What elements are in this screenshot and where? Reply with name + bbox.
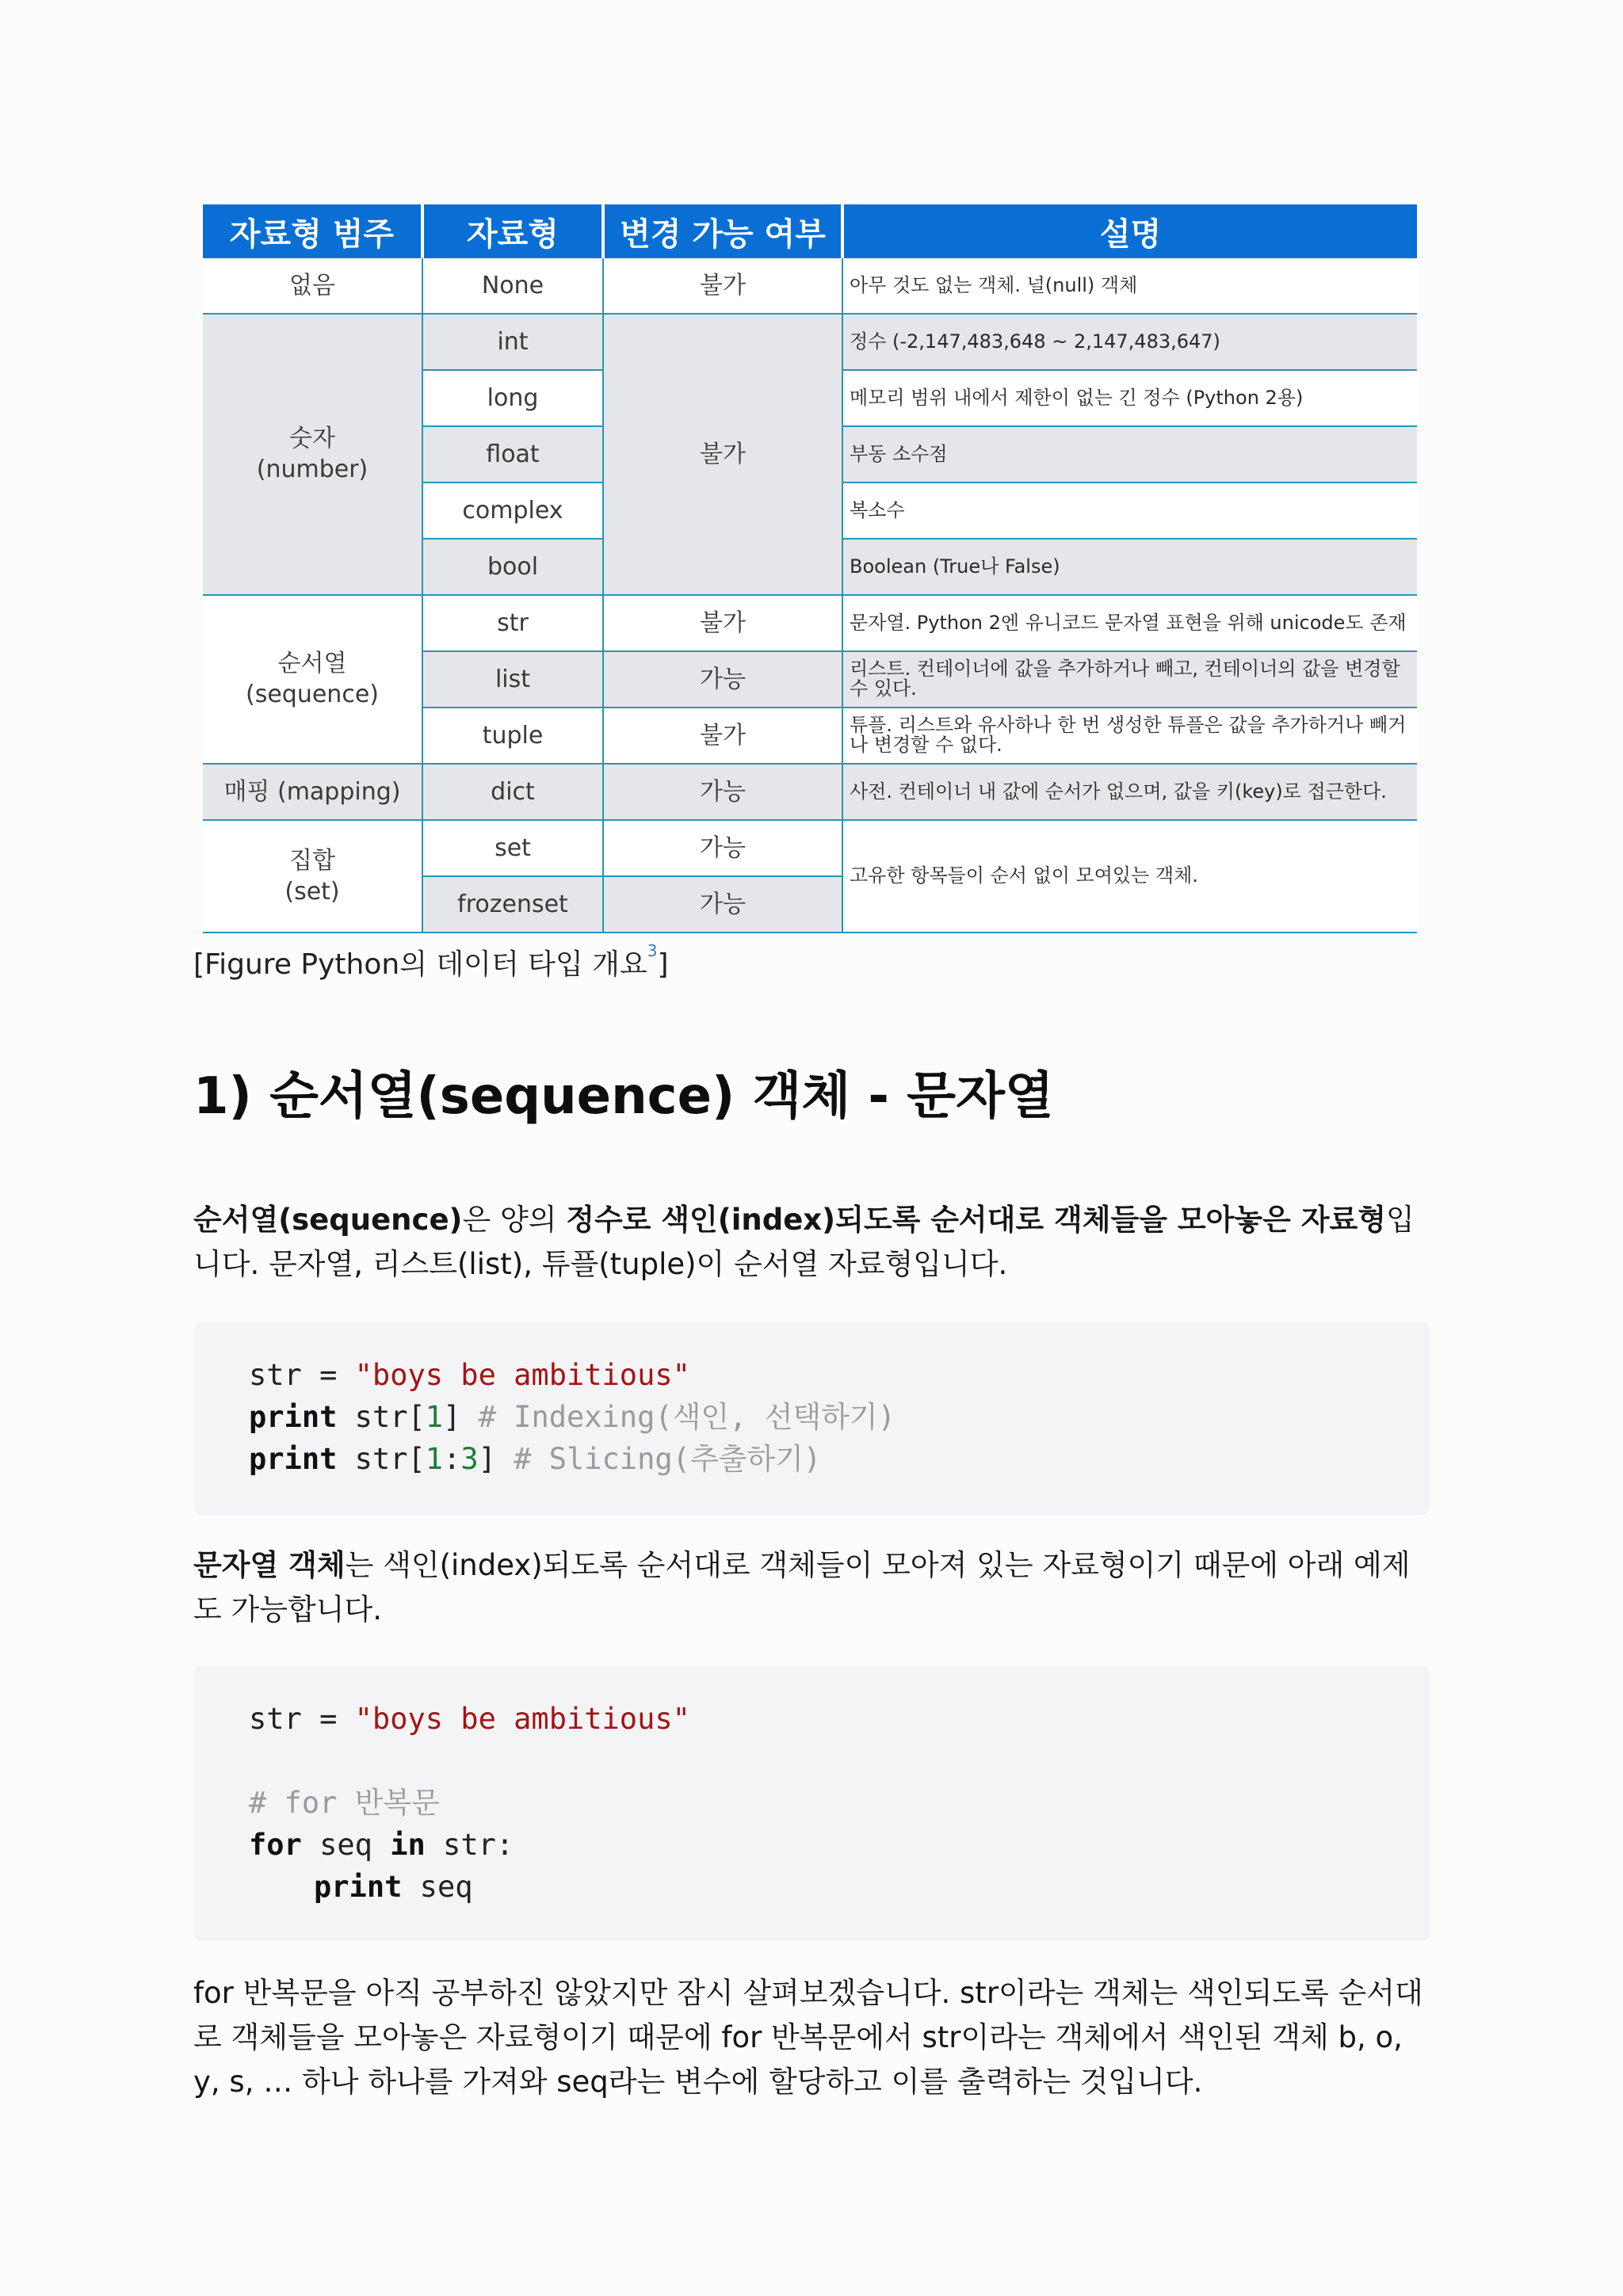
- mutability-cell: 불가: [603, 314, 842, 595]
- table-header-row: [203, 204, 1417, 258]
- caption-end: ]: [657, 948, 669, 981]
- header-category: 자료형 범주: [203, 204, 422, 258]
- type-cell: float: [422, 426, 603, 482]
- keyword: print: [249, 1442, 338, 1476]
- paragraph-sequence-intro: [193, 1198, 1430, 1287]
- code-text: str[: [337, 1400, 426, 1434]
- description-cell: Boolean (True나 False): [842, 539, 1417, 595]
- code-text: ]: [478, 1442, 514, 1476]
- code-line: [249, 1699, 690, 1740]
- header-description: 설명: [842, 204, 1417, 258]
- table-row: [203, 258, 1417, 314]
- type-cell: set: [422, 820, 603, 876]
- code-text: seq: [301, 1828, 391, 1862]
- paragraph-string-object: [193, 1543, 1430, 1632]
- table-row: [203, 820, 1417, 876]
- bold-term: 문자열 객체: [193, 1548, 346, 1582]
- mutability-cell: 불가: [603, 595, 842, 651]
- mutability-cell: 가능: [603, 820, 842, 876]
- description-cell: 리스트. 컨테이너에 값을 추가하거나 빼고, 컨테이너의 값을 변경할 수 있다.: [842, 651, 1417, 707]
- description-cell: 튜플. 리스트와 유사하나 한 번 생성한 튜플은 값을 추가하거나 빼거나 변경할 수 없다.: [842, 707, 1417, 764]
- code-line: [314, 1867, 473, 1908]
- code-comment: # Slicing(추출하기): [514, 1442, 822, 1476]
- python-data-types-table: [203, 204, 1417, 933]
- table-row: [203, 595, 1417, 651]
- description-cell: 아무 것도 없는 객체. 널(null) 객체: [842, 258, 1417, 314]
- text-run: 입니다. 문자열, 리스트(list), 튜플(tuple)이 순서열 자료형입니다.: [193, 1203, 1415, 1281]
- keyword: print: [314, 1870, 403, 1904]
- header-mutability: 변경 가능 여부: [603, 204, 842, 258]
- code-text: :: [443, 1442, 461, 1476]
- code-block-for-loop: [193, 1665, 1430, 1941]
- mutability-cell: 불가: [603, 707, 842, 764]
- number-literal: 3: [460, 1442, 479, 1476]
- code-line: [249, 1355, 690, 1396]
- type-cell: int: [422, 314, 603, 370]
- mutability-cell: 가능: [603, 651, 842, 707]
- string-literal: "boys be ambitious": [354, 1358, 690, 1392]
- code-text: str:: [425, 1828, 514, 1862]
- code-comment: # for 반복문: [249, 1786, 440, 1820]
- description-cell: 고유한 항목들이 순서 없이 모여있는 객체.: [842, 820, 1417, 933]
- code-line: [249, 1783, 440, 1824]
- table-row: [203, 314, 1417, 370]
- keyword: for: [249, 1828, 302, 1862]
- code-text: str =: [249, 1358, 355, 1392]
- description-cell: 정수 (-2,147,483,648 ~ 2,147,483,647): [842, 314, 1417, 370]
- mutability-cell: 가능: [603, 876, 842, 933]
- type-cell: None: [422, 258, 603, 314]
- code-line: [249, 1439, 821, 1480]
- category-cell: 숫자 (number): [203, 314, 422, 595]
- text-run: 는 색인(index)되도록 순서대로 객체들이 모아져 있는 자료형이기 때문에 아래 예제도 가능합니다.: [193, 1548, 1411, 1627]
- code-block-indexing: [193, 1322, 1430, 1515]
- category-cell: 매핑 (mapping): [203, 764, 422, 820]
- keyword: in: [390, 1828, 426, 1862]
- table-row: [203, 764, 1417, 820]
- mutability-cell: 불가: [603, 258, 842, 314]
- type-cell: str: [422, 595, 603, 651]
- description-cell: 부동 소수점: [842, 426, 1417, 482]
- number-literal: 1: [425, 1400, 444, 1434]
- paragraph-for-loop-explanation: for 반복문을 아직 공부하진 않았지만 잠시 살펴보겠습니다. str이라는 객체는 색인되도록 순서대로 객체들을 모아놓은 자료형이기 때문에 for 반복문에서 str이라는 객체에서 색인된 객체 b, o, y, s, … 하나 하나를 가져와 seq라는 변수에 할당하고 이를 출력하는 것입니다.: [193, 1976, 1423, 2099]
- keyword: print: [249, 1400, 338, 1434]
- bold-term: 정수로 색인(index)되도록 순서대로 객체들을 모아놓은 자료형: [566, 1203, 1386, 1237]
- code-text: seq: [402, 1870, 473, 1904]
- section-heading: 1) 순서열(sequence) 객체 - 문자열: [193, 1067, 1054, 1126]
- type-cell: list: [422, 651, 603, 707]
- code-comment: # Indexing(색인, 선택하기): [478, 1400, 896, 1434]
- header-type: 자료형: [422, 204, 603, 258]
- caption-text: [Figure Python의 데이터 타입 개요: [193, 948, 647, 981]
- type-cell: complex: [422, 482, 603, 539]
- description-cell: 복소수: [842, 482, 1417, 539]
- description-cell: 사전. 컨테이너 내 값에 순서가 없으며, 값을 키(key)로 접근한다.: [842, 764, 1417, 820]
- bold-term: 순서열(sequence): [193, 1203, 463, 1237]
- type-cell: bool: [422, 539, 603, 595]
- code-text: ]: [443, 1400, 479, 1434]
- number-literal: 1: [425, 1442, 444, 1476]
- mutability-cell: 가능: [603, 764, 842, 820]
- type-cell: dict: [422, 764, 603, 820]
- text-run: 은 양의: [462, 1203, 567, 1237]
- code-line: [249, 1825, 514, 1866]
- category-cell: 없음: [203, 258, 422, 314]
- type-cell: frozenset: [422, 876, 603, 933]
- category-cell: 집합 (set): [203, 820, 422, 933]
- description-cell: 문자열. Python 2엔 유니코드 문자열 표현을 위해 unicode도 존재: [842, 595, 1417, 651]
- string-literal: "boys be ambitious": [354, 1702, 690, 1736]
- description-cell: 메모리 범위 내에서 제한이 없는 긴 정수 (Python 2용): [842, 370, 1417, 426]
- code-line: [249, 1397, 896, 1438]
- type-cell: tuple: [422, 707, 603, 764]
- type-cell: long: [422, 370, 603, 426]
- category-cell: 순서열 (sequence): [203, 595, 422, 764]
- footnote-link[interactable]: 3: [647, 941, 658, 960]
- code-text: str[: [337, 1442, 426, 1476]
- figure-caption: [193, 941, 669, 982]
- code-text: str =: [249, 1702, 355, 1736]
